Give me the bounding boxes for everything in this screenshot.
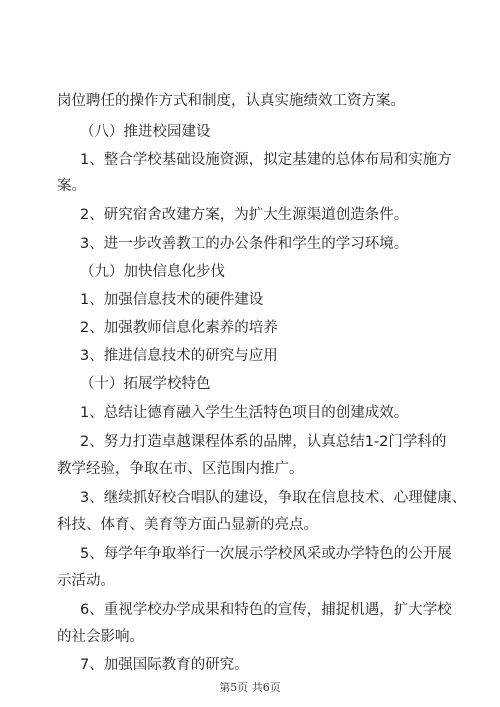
- section-heading: （八）推进校园建设: [80, 124, 211, 140]
- paragraph-line: 7、加强国际教育的研究。: [80, 657, 249, 673]
- paragraph-line: 示活动。: [57, 573, 115, 589]
- paragraph-line: 1、加强信息技术的硬件建设: [80, 292, 264, 308]
- paragraph-line: 岗位聘任的操作方式和制度，认真实施绩效工资方案。: [57, 93, 405, 109]
- paragraph-line: 3、继续抓好校合唱队的建设，争取在信息技术、心理健康、: [80, 490, 467, 506]
- paragraph-line: 1、整合学校基础设施资源，拟定基建的总体布局和实施方: [80, 152, 452, 168]
- section-heading: （九）加快信息化步伐: [80, 264, 225, 280]
- paragraph-line: 的社会影响。: [57, 629, 144, 645]
- section-heading: （十）拓展学校特色: [80, 376, 211, 392]
- paragraph-line: 2、努力打造卓越课程体系的品牌，认真总结1-2门学科的: [80, 434, 447, 450]
- paragraph-line: 3、推进信息技术的研究与应用: [80, 348, 278, 364]
- page-number: 第5页 共6页: [219, 681, 281, 694]
- paragraph-line: 1、总结让德育融入学生生活特色项目的创建成效。: [80, 405, 409, 421]
- paragraph-line: 2、研究宿舍改建方案，为扩大生源渠道创造条件。: [80, 207, 409, 223]
- paragraph-line: 6、重视学校办学成果和特色的宣传，捕捉机遇，扩大学校: [80, 602, 452, 618]
- paragraph-line: 科技、体育、美育等方面凸显新的亮点。: [57, 517, 318, 533]
- paragraph-line: 3、进一步改善教工的办公条件和学生的学习环境。: [80, 236, 409, 252]
- paragraph-line: 案。: [57, 178, 86, 194]
- paragraph-line: 2、加强教师信息化素养的培养: [80, 320, 278, 336]
- paragraph-line: 5、每学年争取举行一次展示学校风采或办学特色的公开展: [80, 546, 452, 562]
- paragraph-line: 教学经验，争取在市、区范围内推广。: [57, 461, 304, 477]
